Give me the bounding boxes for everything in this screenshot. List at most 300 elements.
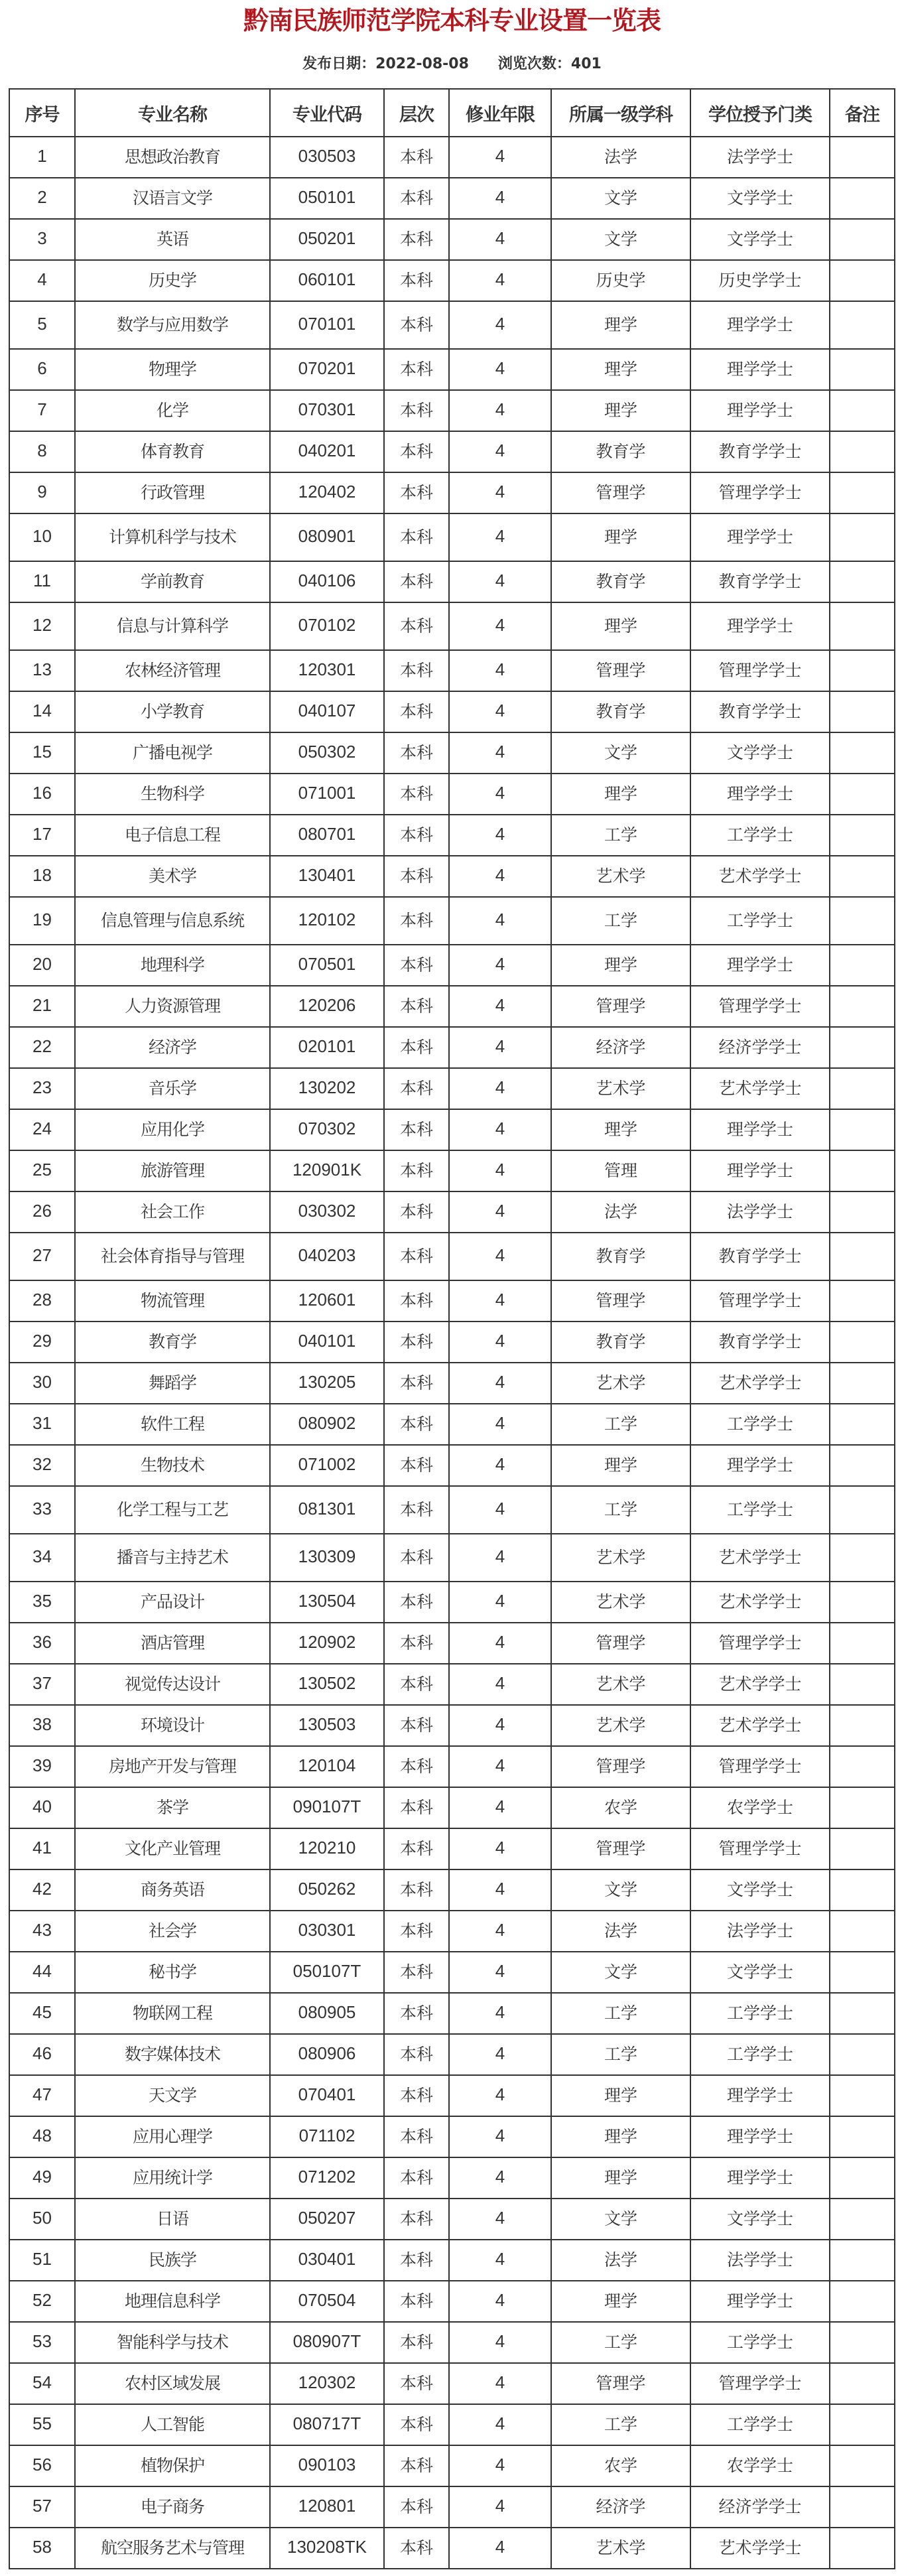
cell-major-name: 商务英语 — [75, 1869, 270, 1911]
cell-major-name: 社会体育指导与管理 — [75, 1233, 270, 1280]
cell-index: 8 — [9, 431, 75, 472]
table-row — [9, 856, 895, 897]
cell-discipline: 工学 — [551, 2322, 690, 2363]
cell-duration: 4 — [449, 691, 551, 732]
cell-remarks — [830, 1746, 895, 1787]
cell-degree: 艺术学学士 — [690, 1534, 830, 1582]
table-row — [9, 219, 895, 260]
cell-degree: 工学学士 — [690, 2404, 830, 2445]
cell-remarks — [830, 1664, 895, 1705]
cell-index: 44 — [9, 1952, 75, 1993]
cell-major-name: 电子商务 — [75, 2486, 270, 2528]
cell-degree: 理学学士 — [690, 2157, 830, 2199]
cell-major-name: 教育学 — [75, 1322, 270, 1363]
cell-duration: 4 — [449, 602, 551, 650]
page-title: 黔南民族师范学院本科专业设置一览表 — [243, 6, 661, 35]
cell-major-code: 030401 — [270, 2240, 384, 2281]
cell-discipline: 理学 — [551, 2116, 690, 2157]
cell-duration: 4 — [449, 2281, 551, 2322]
cell-level: 本科 — [384, 178, 449, 219]
cell-level: 本科 — [384, 774, 449, 815]
cell-level: 本科 — [384, 1280, 449, 1322]
cell-discipline: 管理学 — [551, 1746, 690, 1787]
cell-discipline: 工学 — [551, 1993, 690, 2034]
cell-degree: 教育学学士 — [690, 561, 830, 602]
cell-remarks — [830, 1952, 895, 1993]
cell-duration: 4 — [449, 513, 551, 561]
cell-index: 46 — [9, 2034, 75, 2075]
table-row — [9, 137, 895, 178]
table-row — [9, 2528, 895, 2569]
cell-discipline: 工学 — [551, 1486, 690, 1534]
cell-duration: 4 — [449, 1150, 551, 1191]
cell-major-name: 地理科学 — [75, 945, 270, 986]
cell-level: 本科 — [384, 1705, 449, 1746]
table-row — [9, 602, 895, 650]
cell-remarks — [830, 349, 895, 390]
table-row — [9, 431, 895, 472]
cell-level: 本科 — [384, 390, 449, 431]
cell-remarks — [830, 2075, 895, 2116]
cell-degree: 理学学士 — [690, 513, 830, 561]
cell-major-code: 040203 — [270, 1233, 384, 1280]
cell-duration: 4 — [449, 2486, 551, 2528]
cell-remarks — [830, 732, 895, 774]
cell-level: 本科 — [384, 1150, 449, 1191]
table-row — [9, 2363, 895, 2404]
cell-duration: 4 — [449, 2199, 551, 2240]
cell-remarks — [830, 2281, 895, 2322]
table-row — [9, 1280, 895, 1322]
table-row — [9, 472, 895, 513]
cell-index: 21 — [9, 986, 75, 1027]
cell-level: 本科 — [384, 1027, 449, 1068]
cell-level: 本科 — [384, 2240, 449, 2281]
cell-major-name: 秘书学 — [75, 1952, 270, 1993]
column-header-index: 序号 — [9, 89, 75, 137]
table-row — [9, 1623, 895, 1664]
cell-major-name: 小学教育 — [75, 691, 270, 732]
cell-level: 本科 — [384, 897, 449, 945]
cell-duration: 4 — [449, 137, 551, 178]
cell-discipline: 工学 — [551, 815, 690, 856]
cell-degree: 农学学士 — [690, 1787, 830, 1828]
cell-duration: 4 — [449, 1705, 551, 1746]
cell-major-name: 物流管理 — [75, 1280, 270, 1322]
cell-duration: 4 — [449, 301, 551, 349]
cell-major-code: 040107 — [270, 691, 384, 732]
cell-level: 本科 — [384, 1582, 449, 1623]
cell-discipline: 管理学 — [551, 472, 690, 513]
cell-major-code: 070302 — [270, 1109, 384, 1150]
cell-remarks — [830, 1623, 895, 1664]
cell-major-name: 计算机科学与技术 — [75, 513, 270, 561]
cell-degree: 教育学学士 — [690, 1233, 830, 1280]
cell-remarks — [830, 561, 895, 602]
cell-major-code: 080717T — [270, 2404, 384, 2445]
cell-duration: 4 — [449, 2240, 551, 2281]
cell-remarks — [830, 1705, 895, 1746]
cell-major-name: 植物保护 — [75, 2445, 270, 2486]
cell-discipline: 农学 — [551, 2445, 690, 2486]
cell-major-name: 物联网工程 — [75, 1993, 270, 2034]
cell-duration: 4 — [449, 1445, 551, 1486]
cell-major-name: 环境设计 — [75, 1705, 270, 1746]
cell-major-name: 农村区域发展 — [75, 2363, 270, 2404]
table-row — [9, 2486, 895, 2528]
cell-major-code: 130504 — [270, 1582, 384, 1623]
cell-duration: 4 — [449, 1869, 551, 1911]
publish-date-label: 发布日期： — [302, 56, 376, 72]
cell-major-code: 070201 — [270, 349, 384, 390]
cell-major-name: 应用心理学 — [75, 2116, 270, 2157]
cell-degree: 工学学士 — [690, 1486, 830, 1534]
views-label: 浏览次数： — [497, 56, 571, 72]
cell-remarks — [830, 1191, 895, 1233]
cell-major-name: 天文学 — [75, 2075, 270, 2116]
cell-discipline: 艺术学 — [551, 1664, 690, 1705]
table-row — [9, 2404, 895, 2445]
cell-major-code: 080901 — [270, 513, 384, 561]
cell-level: 本科 — [384, 137, 449, 178]
cell-degree: 文学学士 — [690, 1952, 830, 1993]
cell-level: 本科 — [384, 856, 449, 897]
cell-discipline: 理学 — [551, 602, 690, 650]
cell-discipline: 艺术学 — [551, 1582, 690, 1623]
table-row — [9, 1363, 895, 1404]
cell-major-code: 120104 — [270, 1746, 384, 1787]
cell-degree: 艺术学学士 — [690, 1664, 830, 1705]
table-row — [9, 1027, 895, 1068]
cell-discipline: 教育学 — [551, 1233, 690, 1280]
cell-major-name: 广播电视学 — [75, 732, 270, 774]
table-body — [9, 137, 895, 2569]
cell-remarks — [830, 1404, 895, 1445]
cell-level: 本科 — [384, 513, 449, 561]
table-row — [9, 1534, 895, 1582]
cell-level: 本科 — [384, 1952, 449, 1993]
cell-duration: 4 — [449, 1952, 551, 1993]
cell-major-code: 130208TK — [270, 2528, 384, 2569]
cell-degree: 理学学士 — [690, 1109, 830, 1150]
cell-major-code: 080905 — [270, 1993, 384, 2034]
cell-major-code: 120302 — [270, 2363, 384, 2404]
cell-duration: 4 — [449, 1191, 551, 1233]
table-row — [9, 349, 895, 390]
cell-duration: 4 — [449, 986, 551, 1027]
cell-discipline: 理学 — [551, 301, 690, 349]
table-row — [9, 1322, 895, 1363]
cell-major-name: 化学 — [75, 390, 270, 431]
cell-degree: 教育学学士 — [690, 691, 830, 732]
cell-index: 42 — [9, 1869, 75, 1911]
cell-degree: 工学学士 — [690, 897, 830, 945]
cell-index: 39 — [9, 1746, 75, 1787]
cell-duration: 4 — [449, 1280, 551, 1322]
cell-discipline: 理学 — [551, 349, 690, 390]
cell-major-code: 130502 — [270, 1664, 384, 1705]
table-row — [9, 774, 895, 815]
cell-discipline: 经济学 — [551, 2486, 690, 2528]
cell-major-code: 040101 — [270, 1322, 384, 1363]
cell-remarks — [830, 815, 895, 856]
cell-remarks — [830, 2528, 895, 2569]
cell-index: 23 — [9, 1068, 75, 1109]
cell-discipline: 教育学 — [551, 431, 690, 472]
cell-index: 4 — [9, 260, 75, 301]
cell-discipline: 工学 — [551, 1404, 690, 1445]
cell-remarks — [830, 2445, 895, 2486]
cell-index: 51 — [9, 2240, 75, 2281]
cell-degree: 管理学学士 — [690, 2363, 830, 2404]
cell-discipline: 管理学 — [551, 1828, 690, 1869]
cell-degree: 理学学士 — [690, 1445, 830, 1486]
cell-discipline: 法学 — [551, 2240, 690, 2281]
cell-duration: 4 — [449, 1534, 551, 1582]
cell-degree: 理学学士 — [690, 390, 830, 431]
cell-index: 50 — [9, 2199, 75, 2240]
cell-major-code: 020101 — [270, 1027, 384, 1068]
cell-major-name: 舞蹈学 — [75, 1363, 270, 1404]
table-row — [9, 2157, 895, 2199]
cell-degree: 工学学士 — [690, 1404, 830, 1445]
table-row — [9, 650, 895, 691]
cell-major-name: 茶学 — [75, 1787, 270, 1828]
cell-discipline: 文学 — [551, 219, 690, 260]
column-header-discipline: 所属一级学科 — [551, 89, 690, 137]
cell-remarks — [830, 650, 895, 691]
cell-index: 10 — [9, 513, 75, 561]
cell-remarks — [830, 472, 895, 513]
cell-major-name: 信息管理与信息系统 — [75, 897, 270, 945]
column-header-level: 层次 — [384, 89, 449, 137]
cell-level: 本科 — [384, 2486, 449, 2528]
views-count: 401 — [570, 56, 602, 72]
cell-major-code: 070102 — [270, 602, 384, 650]
cell-duration: 4 — [449, 178, 551, 219]
cell-major-code: 040106 — [270, 561, 384, 602]
cell-duration: 4 — [449, 897, 551, 945]
table-row — [9, 2075, 895, 2116]
cell-index: 53 — [9, 2322, 75, 2363]
cell-index: 6 — [9, 349, 75, 390]
cell-remarks — [830, 431, 895, 472]
cell-level: 本科 — [384, 1746, 449, 1787]
table-row — [9, 897, 895, 945]
cell-remarks — [830, 1363, 895, 1404]
cell-duration: 4 — [449, 2116, 551, 2157]
cell-major-code: 070501 — [270, 945, 384, 986]
cell-degree: 文学学士 — [690, 1869, 830, 1911]
cell-major-code: 080902 — [270, 1404, 384, 1445]
cell-major-name: 生物科学 — [75, 774, 270, 815]
cell-duration: 4 — [449, 1828, 551, 1869]
cell-major-name: 播音与主持艺术 — [75, 1534, 270, 1582]
cell-degree: 法学学士 — [690, 1911, 830, 1952]
cell-remarks — [830, 513, 895, 561]
cell-major-code: 130202 — [270, 1068, 384, 1109]
cell-discipline: 管理 — [551, 1150, 690, 1191]
cell-remarks — [830, 2404, 895, 2445]
cell-discipline: 文学 — [551, 2199, 690, 2240]
cell-index: 1 — [9, 137, 75, 178]
cell-discipline: 管理学 — [551, 2363, 690, 2404]
cell-major-name: 旅游管理 — [75, 1150, 270, 1191]
cell-discipline: 经济学 — [551, 1027, 690, 1068]
cell-major-code: 071102 — [270, 2116, 384, 2157]
cell-major-code: 120102 — [270, 897, 384, 945]
cell-discipline: 文学 — [551, 178, 690, 219]
cell-duration: 4 — [449, 1993, 551, 2034]
cell-degree: 经济学学士 — [690, 1027, 830, 1068]
cell-major-name: 智能科学与技术 — [75, 2322, 270, 2363]
cell-duration: 4 — [449, 650, 551, 691]
cell-level: 本科 — [384, 2404, 449, 2445]
cell-discipline: 艺术学 — [551, 2528, 690, 2569]
cell-level: 本科 — [384, 2199, 449, 2240]
cell-remarks — [830, 1534, 895, 1582]
cell-major-code: 070301 — [270, 390, 384, 431]
table-row — [9, 2240, 895, 2281]
table-row — [9, 1993, 895, 2034]
cell-major-name: 生物技术 — [75, 1445, 270, 1486]
cell-duration: 4 — [449, 2157, 551, 2199]
cell-index: 54 — [9, 2363, 75, 2404]
cell-degree: 管理学学士 — [690, 1280, 830, 1322]
cell-remarks — [830, 1280, 895, 1322]
cell-index: 3 — [9, 219, 75, 260]
cell-duration: 4 — [449, 1233, 551, 1280]
cell-duration: 4 — [449, 431, 551, 472]
cell-index: 32 — [9, 1445, 75, 1486]
cell-index: 37 — [9, 1664, 75, 1705]
column-header-duration: 修业年限 — [449, 89, 551, 137]
cell-level: 本科 — [384, 650, 449, 691]
cell-major-code: 050207 — [270, 2199, 384, 2240]
table-row — [9, 2034, 895, 2075]
table-row — [9, 815, 895, 856]
cell-level: 本科 — [384, 1322, 449, 1363]
cell-duration: 4 — [449, 2445, 551, 2486]
cell-major-name: 应用统计学 — [75, 2157, 270, 2199]
cell-degree: 法学学士 — [690, 2240, 830, 2281]
cell-remarks — [830, 1828, 895, 1869]
column-header-major-name: 专业名称 — [75, 89, 270, 137]
cell-degree: 理学学士 — [690, 2075, 830, 2116]
cell-index: 31 — [9, 1404, 75, 1445]
cell-index: 11 — [9, 561, 75, 602]
cell-index: 30 — [9, 1363, 75, 1404]
table-row — [9, 1191, 895, 1233]
cell-duration: 4 — [449, 815, 551, 856]
cell-degree: 艺术学学士 — [690, 1705, 830, 1746]
cell-major-name: 农林经济管理 — [75, 650, 270, 691]
table-row — [9, 2445, 895, 2486]
cell-remarks — [830, 1068, 895, 1109]
cell-major-code: 070101 — [270, 301, 384, 349]
cell-remarks — [830, 1233, 895, 1280]
cell-duration: 4 — [449, 2528, 551, 2569]
cell-remarks — [830, 1869, 895, 1911]
cell-duration: 4 — [449, 1911, 551, 1952]
table-row — [9, 732, 895, 774]
cell-level: 本科 — [384, 219, 449, 260]
cell-discipline: 理学 — [551, 2075, 690, 2116]
cell-major-name: 化学工程与工艺 — [75, 1486, 270, 1534]
table-row — [9, 390, 895, 431]
cell-major-code: 090107T — [270, 1787, 384, 1828]
cell-degree: 理学学士 — [690, 2116, 830, 2157]
cell-level: 本科 — [384, 2116, 449, 2157]
cell-index: 33 — [9, 1486, 75, 1534]
publish-date: 2022-08-08 — [375, 56, 469, 72]
table-row — [9, 1952, 895, 1993]
cell-major-code: 071202 — [270, 2157, 384, 2199]
cell-remarks — [830, 856, 895, 897]
cell-index: 35 — [9, 1582, 75, 1623]
cell-duration: 4 — [449, 1027, 551, 1068]
cell-major-code: 130205 — [270, 1363, 384, 1404]
cell-duration: 4 — [449, 2363, 551, 2404]
cell-index: 22 — [9, 1027, 75, 1068]
cell-degree: 艺术学学士 — [690, 1068, 830, 1109]
cell-remarks — [830, 602, 895, 650]
cell-duration: 4 — [449, 472, 551, 513]
cell-major-code: 090103 — [270, 2445, 384, 2486]
cell-major-name: 产品设计 — [75, 1582, 270, 1623]
cell-major-name: 人力资源管理 — [75, 986, 270, 1027]
cell-major-code: 120901K — [270, 1150, 384, 1191]
cell-remarks — [830, 2157, 895, 2199]
cell-level: 本科 — [384, 349, 449, 390]
cell-index: 18 — [9, 856, 75, 897]
table-row — [9, 1664, 895, 1705]
table-row — [9, 1404, 895, 1445]
cell-major-name: 酒店管理 — [75, 1623, 270, 1664]
cell-index: 17 — [9, 815, 75, 856]
cell-discipline: 文学 — [551, 1952, 690, 1993]
cell-major-name: 学前教育 — [75, 561, 270, 602]
cell-degree: 工学学士 — [690, 815, 830, 856]
cell-discipline: 法学 — [551, 137, 690, 178]
cell-remarks — [830, 1486, 895, 1534]
cell-major-code: 071001 — [270, 774, 384, 815]
cell-major-code: 050262 — [270, 1869, 384, 1911]
cell-index: 15 — [9, 732, 75, 774]
cell-degree: 工学学士 — [690, 2322, 830, 2363]
cell-discipline: 管理学 — [551, 1623, 690, 1664]
cell-degree: 理学学士 — [690, 774, 830, 815]
cell-level: 本科 — [384, 2363, 449, 2404]
table-row — [9, 513, 895, 561]
cell-remarks — [830, 2363, 895, 2404]
cell-degree: 艺术学学士 — [690, 2528, 830, 2569]
cell-index: 26 — [9, 1191, 75, 1233]
cell-discipline: 理学 — [551, 513, 690, 561]
cell-remarks — [830, 1787, 895, 1828]
cell-duration: 4 — [449, 856, 551, 897]
cell-degree: 管理学学士 — [690, 650, 830, 691]
cell-index: 56 — [9, 2445, 75, 2486]
cell-major-code: 081301 — [270, 1486, 384, 1534]
cell-major-code: 070401 — [270, 2075, 384, 2116]
cell-level: 本科 — [384, 561, 449, 602]
cell-degree: 文学学士 — [690, 2199, 830, 2240]
cell-discipline: 教育学 — [551, 561, 690, 602]
cell-major-name: 航空服务艺术与管理 — [75, 2528, 270, 2569]
cell-major-code: 030302 — [270, 1191, 384, 1233]
cell-index: 24 — [9, 1109, 75, 1150]
